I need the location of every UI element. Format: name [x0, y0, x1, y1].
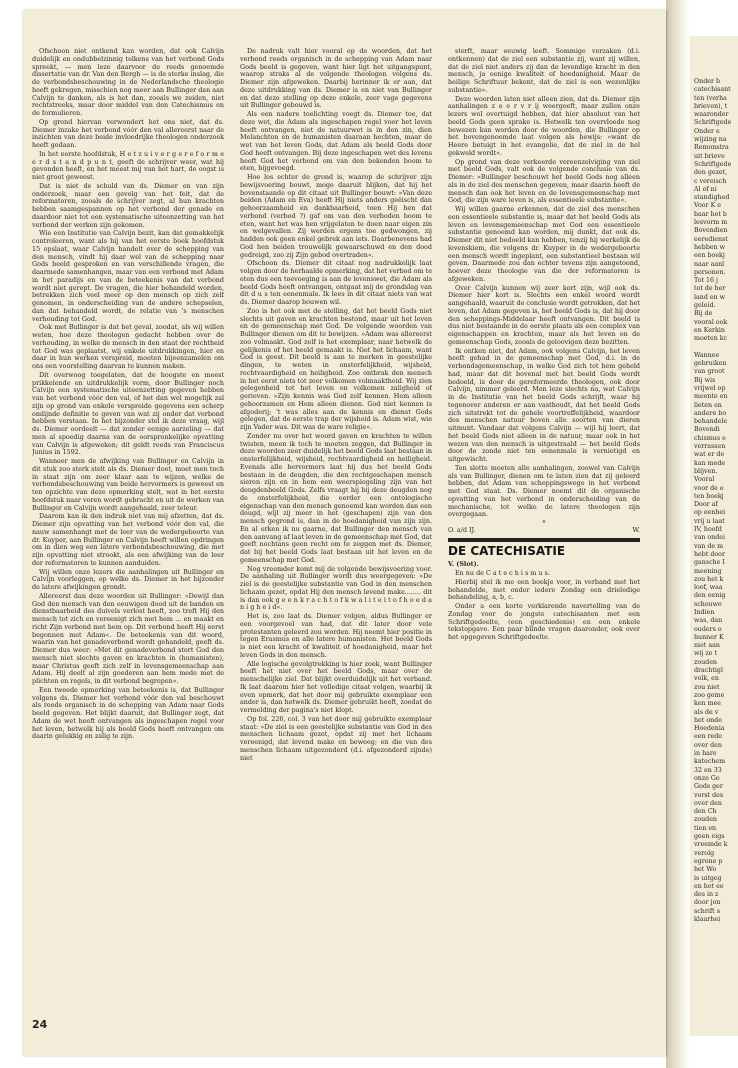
paragraph: Dat is niet de schuld van ds. Diemer en van zijn onderzoek, maar een gevolg van het feit, dat de reformatoren, zooals de schrijver zegt, al hun krachten hebben saamgespannen op het verbond der genade en daardoor niet tot een systematische uiteenzetting van het verbond der werken zijn gekomen.: [32, 181, 224, 229]
cropped-line: geleid.: [694, 302, 716, 310]
paragraph: Zoo is het ook met de stelling, dat het beeld Gods niet slechts uit gaven en krachten bestond, maar uit het leven en de gemeenschap met God. De volgende woorden van Bullinger dienen om dit te bewijzen. »Adam was allereerst zoo volmaakt. God zelf is het exemplaar, naar hetwelk de gelijkenis of het beeld gemaakt is. Niet het lichaam, want God is geest. Dit beeld is aan te merken in geestelijke dingen, te weten in onsterfelijkheid, wijsheid, rechtvaardigheid en heiligheid. Zoo ontbrak den mensch in het eerst niets tot zeer volkomen volmaaktheid. Wij zien gelegenheid tot het leven en volkomen zaligheid of gerieven. »Zijn kennis was God zelf kennen. Hem alleen gehoorzamen en Hem alleen dienen. God niet kennen is afgoderij; 't was alles aan de kennis en dienst Gods gelegen, dat de eerste trap der wijsheid is. Adam wist, wie zijn Vader was. Dit was de ware religie«.: [240, 306, 432, 431]
column-2: [240, 48, 432, 1048]
cropped-line: niet aan: [694, 642, 720, 650]
signature-place: O. a/d IJ.: [448, 526, 476, 534]
cropped-line: loof, waa: [694, 584, 723, 592]
cropped-line: als de v: [694, 708, 719, 716]
paragraph: Op fol. 226, col. 3 van het door mij gebruikte exemplaar staat: »De ziel is een geestelijke substantie van God in des menschen lichaam gezet, opdat zij met het lichaam vereenigd, dat levend make en beweeg; en die van des menschen lichaam uitgezonderd (d.i. afgezonderd zijnde) niet: [240, 714, 432, 762]
cropped-line: egrone p: [694, 857, 723, 865]
cropped-line: andere bo: [694, 409, 727, 417]
cropped-line: Onder b: [694, 78, 721, 85]
cropped-line: onze Go: [694, 774, 720, 782]
paragraph: Het is, zoo laat ds. Diemer volgen, aldus Bullinger er een voorgevoel van had, dat dit later door vele protestanten geleerd zou worden. Hij neemt hier positie in tegen Erasmus en alle latere humanisten. Het beeld Gods is niet een kracht of kwaliteit of hoedanigheid, maar het leven Gods in den mensch.: [240, 612, 432, 659]
paragraph: Over Calvijn kunnen wij zeer kort zijn, wijl ook ds. Diemer hier kort is. Slechts een enkel woord wordt aangehaald, waaruit de conclusie wordt getrokken, dat het leven, dat Adam gegeven is, het beeld Gods is, dat hij door den scheppings-Middelaar heeft ontvangen. Dit beeld is dus niet bestaande in de eerste plaats als een complex van eigenschappen en krachten, maar als het leven en de gemeenschap Gods, zooals de geloovigen deze bezitten.: [448, 283, 640, 346]
signature-author: W.: [632, 526, 640, 534]
cropped-line: vrijwel op: [694, 384, 726, 392]
cropped-line: moeten kc: [694, 335, 728, 343]
cropped-line: wat er de: [694, 451, 725, 459]
cropped-line: hebt door: [694, 550, 725, 558]
cropped-line: een boekj: [694, 252, 725, 260]
paragraph: Alle logische gevolgtrekking is hier zoek, want Bullinger heeft het niet over het beeld Gods, maar over de menschelijke ziel. Dat blijkt overduidelijk uit het verband. Ik laat daarom hier het volledige citaat volgen, waarbij ik even opmerk, dat het door mij gebruikte exemplaar een ander is, dan hetwelk ds. Diemer gebruikt heeft, zoodat de vermelding der pagina's niet klopt.: [240, 659, 432, 714]
paragraph: Hoe los echter de grond is, waarop de schrijver zijn bewijsvoering bouwt, moge daaruit blijken, dat hij het bovenstaande op dit citaat uit Bullinger bouwt: »Van deze beiden (Adam en Eva) heeft Hij niets anders geëischt dan gehoorzaamheid en dankbaarheid, toen Hij hen dat verbond (verbod ?) gaf om van den verboden boom te eten, want het was hen vrijgelaten te doen naar eigen zin en welgevallen. Zij werden ergens toe gedwongen, zij hadden ook geen enkel gebrek aan iets. Daarbenevens had God hen beiden trouwelijk gewaarschuwd en den dood gedreigd, zoo zij Zijn gebod overtraden«.: [240, 173, 432, 259]
cropped-line: ten boekj: [694, 492, 724, 500]
cropped-line: vreemde k: [694, 841, 728, 849]
cropped-line: verolg: [694, 849, 715, 857]
cropped-line: het Wo: [694, 866, 717, 874]
paragraph: Ik ontken niet, dat Adam, ook volgens Calvijn, het leven heeft gehad in de gemeenschap met God, d.i. in de verbondsgemeenschap, in welke God zich tot hem geheld had, maar dat dit bovenal met het beeld Gods wordt bedoeld, is door de gereformeerde theologen, ook door Calvijn, nimmer geleerd. Men leze slechts na, wat Calvijn in de Institutie van het beeld Gods schrijft, waar hij tegenover anderen er aan vasthoudt, dat het beeld Gods zich uitstrekt tot de gehele voortreffelijkheid, waardoor des menschen natuur boven alle soorten van dieren uitmunt. Vandaar dat volgens Calvijn — wijl hij leert, dat het beeld Gods niet alleen in de natuur, maar ook in het wezen van den mensch is uitgestraald — het beeld Gods door de zonde niet ten eenenmale is vernietigd en uitgewischt.: [448, 346, 640, 463]
cropped-line: uit brieve: [694, 152, 725, 160]
cropped-line: en Kerkin: [694, 326, 725, 334]
cropped-line: gebruiken: [694, 360, 727, 368]
paragraph: Als een nadere toelichting voegt ds. Diemer toe, dat deze wet, die Adam als ingeschapen regel voor het leven heeft ontvangen, niet de natuurwet is in den zin, dien Melanchton en de humanisten daaraan hechten, maar de wet van het leven Gods, dat Adam als beeld Gods door God heeft ontvangen. Bij deze ingeschapen wet des levens heeft God het verbond om van den bekenden boom te eten, bijgevoegd.: [240, 110, 432, 173]
cropped-line: blijven.: [694, 467, 718, 475]
paragraph: Wij willen gaarne erkennen, dat de ziel des menschen een essentieele substantie is, maar dat het beeld Gods als leven en levensgemeenschap met God een essentieele substantie genoemd kan worden, mij dunkt, dat ook ds. Diemer dit niet bedoeld kan hebben, tenzij hij werkelijk de levenskiem, die volgens dr. Kuyper in de wedergeboorte een mensch wordt ingeplant, een substantieel bestaan wil geven. Daarmede zou dan echter tevens zijn aangetoond, hoever deze theologie van die der reformatoren is afgeweken.: [448, 205, 640, 283]
cropped-line: kan mede: [694, 459, 726, 467]
cropped-line: Tot 16 j: [694, 277, 719, 285]
page-number: 24: [32, 1018, 48, 1031]
cropped-line: klaarhei: [694, 915, 721, 923]
cropped-line: van de m: [694, 542, 724, 550]
cropped-line: land en w: [694, 293, 726, 301]
cropped-line: behandele: [694, 418, 728, 426]
cropped-line: personen.: [694, 268, 726, 276]
paragraph: Daarom kan ik den indruk niet van mij afzetten, dat ds. Diemer zijn opvatting van het verbond vóór den val, die nauw samenhangt met de leer van de wedergeboorte van dr. Kuyper, aan Bullinger en Calvijn heeft willen opdringen om in dien weg een latere verbondsbeschouwing, die met zijn opvatting niet strookt, als een afwijking van de leer der reformatoren te kunnen aanduiden.: [32, 512, 224, 567]
column-4-cropped: [694, 78, 738, 924]
cropped-line: Remonstra: [694, 144, 729, 152]
cropped-line: den gezet,: [694, 169, 728, 177]
cropped-line: over den: [694, 799, 722, 807]
paragraph: En nu de C a t e c h i s m u s.: [455, 570, 550, 577]
catechisatie-body: [448, 570, 640, 1010]
section-heading: DE CATECHISATIE: [448, 544, 566, 558]
paragraph: Wij willen onze lezers die aanhalingen uit Bullinger en Calvijn voorleggen, op welke ds. Diemer in het bijzonder de latere afwijkingen grondt.: [32, 567, 224, 591]
cropped-line: c vereisch: [694, 177, 727, 185]
cropped-line: catechisant: [694, 86, 731, 94]
paragraph: Ofschoon ds. Diemer dit citaat nog nadrukkelijk laat volgen door de herhaalde opmerking, dat het verbod om te eten dus een toevoeging is aan de levenswet, die Adam als beeld Gods heeft ontvangen, ontgaat mij de grondslag van dit d u s ten eenenmale. Ik lees in dit citaat niets van wat ds. Diemer daarop bouwen wil.: [240, 259, 432, 306]
paragraph: Ofschoon niet ontkend kan worden, dat ook Calvijn duidelijk en ondubbelzinnig telkens van het verbond Gods spreekt, — men leze daarvoor de reeds genoemde dissertatie van dr. Van den Bergh — is de sterke inslag, die de verbondsbeschouwing in de Nederlandsche theologie heeft gekregen, misschien nog meer aan Bullinger dan aan Calvijn te danken, als is het dan, zooals we zeiden, niet rechtstreeks, maar door middel van den Catechismus en de formulieren.: [32, 48, 224, 117]
cropped-line: Gods ger: [694, 783, 723, 791]
paragraph: Een tweede opmerking van beteekenis is, dat Bullinger volgens ds. Diemer het verbond vóór den val beschouwt als reeds organisch in de schepping van Adam naar Gods beeld gegeven. Het blijkt daaruit, dat Bullinger zegt, dat Adam de wet heeft ontvangen als ingeschapen regel voor het leven, hetwelk hij als beeld Gods heeft ontvangen om daarin gelukkig en zalig te zijn.: [32, 685, 224, 741]
cropped-line: Vooral: [694, 476, 715, 484]
paragraph: Allereerst dan deze woorden uit Bullinger: »Dewijl dan God den mensch van den eeuwigen dood uit de banden en dienstbaarheid des duivels verlost heeft, zoo treft Hij den mensch tot zich en vereenigt zich met hem ... en maakt en richt Zijn verbond met hem op. Dit verbond heeft Hij eerst begonnen met Adam«. De beteekenis van dit woord, waarin van het genadeverbond wordt gehandeld, geeft ds. Diemer dus weer: »Met dit genadeverbond stort God den mensch niet slechts gaven en krachten in (humanisten), maar Christus geeft zich zelf in levensgemeenschap aan Adam. Hij deelt al zijn goederen aan hem mede met de plichten en regels, in dit verbond begrepen«.: [32, 591, 224, 685]
signature-line: [448, 526, 640, 534]
cropped-line: Bovendien: [694, 227, 728, 235]
cropped-line: tot de her: [694, 285, 726, 293]
cropped-line: volk, en: [694, 675, 719, 683]
cropped-line: waaronder: [694, 111, 729, 119]
book-gutter: [666, 0, 690, 1068]
cropped-line: schrift s: [694, 907, 720, 915]
magazine-page: [22, 10, 666, 1056]
paragraph: Zonder nu over het woord gaven en krachten te willen twisten, meen ik toch te moeten zeggen, dat Bullinger in deze woorden zeer duidelijk het beeld Gods laat bestaan in onsterfelijkheid, wijsheid, rechtvaardigheid en heiligheid. Evenals alle hervormers laat hij dus het beeld Gods bestaan in de deugden, die den rechtgeschapen mensch sieren zijn en in hem een weerspiegeling zijn van het deugdenbeeld Gods. Zelfs vraagt hij bij deze deugden nog de onsterfelijkheid, die eerder een ontologische eigenschap van den mensch genoemd kan worden dan een deugd, wijl zij meer in het (geschapen) zijn van den mensch gegrond is, dan in de hoedanigheid van zijn zijn. En al erken ik nu gaarne, dat Bullinger den mensch van den aanvang af laat leven in de gemeenschap met God, dat geeft nochtans geen recht om te zeggen met ds. Diemer, dat bij het beeld Gods laat bestaan uit het leven en de gemeenschap met God.: [240, 431, 432, 564]
cropped-line: Onder e: [694, 127, 720, 135]
cropped-line: ouders o: [694, 625, 722, 633]
cropped-line: naar aanl: [694, 260, 725, 268]
cropped-line: zou het k: [694, 575, 724, 583]
cropped-line: den eenig: [694, 592, 726, 600]
paragraph: *: [542, 519, 546, 524]
cropped-line: zou niet: [694, 683, 720, 691]
cropped-line: baar het b: [694, 210, 727, 218]
cropped-line: en het ee: [694, 882, 724, 890]
column-1: [32, 48, 224, 1008]
cropped-line: Schriftgede: [694, 160, 732, 168]
paragraph: Nog vreemder komt mij de volgende bewijsvoering voor. De aanhaling uit Bullinger wordt dus weergegeven: »De ziel is de geestelijke substantie van God in den menschen lichaam gezet, opdat Hij den mensch levend make........ dit is dan ook g e e n k r a c h t o f k w a l i t e i t o f h o e d a n i g h e i d«.: [240, 564, 432, 612]
cropped-line: eeredienst: [694, 235, 728, 243]
cropped-line: in hare: [694, 750, 717, 758]
cropped-line: brieven), t: [694, 102, 728, 110]
cropped-line: ken mee: [694, 700, 722, 708]
cropped-line: schouwe: [694, 600, 722, 608]
cropped-line: door jon: [694, 899, 721, 907]
paragraph: Wie een Institutie van Calvijn bezit, kan dat gemakkelijk controleeren, want als hij van het eerste boek hoofdstuk 15 opslaat, waar Calvijn handelt over de schepping van den mensch, vindt hij daar wel van de schepping naar Gods beeld gesproken en van verschillende vragen, die daarmede samenhangen, maar van een verbond met Adam in het paradijs en van de beteekenis van dat verbond wordt niet gerept. De vragen, die hier behandeld worden, betrekken zich veel meer op den mensch op zich zelf genomen, in onderscheiding van de andere schepselen, dan dat behandeld wordt, de relatie van 's menschen verhouding tot God.: [32, 229, 224, 323]
paragraph: sterft, maar eeuwig leeft. Sommige verzaken (d.i. ontkennen) dat de ziel een substantie zij, want zij willen, dat de ziel niet anders zij dan de levendige kracht in den mensch, ja eenige kwaliteit of hoedanigheid. Maar de heilige Schriftuur bekent, dat de ziel is een wezenlijke substantie«.: [448, 48, 640, 94]
cropped-line: het onde: [694, 716, 722, 724]
paragraph: Hierbij stel ik me een boekje voor, in verband met het behandelde, met onder iedere Zondag een drieledige behandeling, a, b, c.: [448, 577, 640, 602]
cropped-line: geen eigs: [694, 833, 725, 841]
cropped-line: 32 en 33: [694, 766, 722, 774]
paragraph: Dit overwoog toegelaten, dat de hoogste en meest prikkelende en uitdrukkelijk vorm, door Bullinger noch Calvijn een systematische uiteenzetting gegeven hebben van het verbond vóór den val, of het dan wel mogelijk zal zijn op grond van enkele verspreide gegevens een scherp omlijnde definitie te geven van wat zij onder dat verbond hebben verstaan. In het bijzonder stel ik deze vraag, wijl ds. Diemer oordeelt — dat zonder eenige aarzeling — dat men al spoedig daarna van de oorspronkelijke opvatting van Calvijn is afgeweken; dit geldt reeds van Franciscus Junius in 1592.: [32, 370, 224, 457]
cropped-line: op eenhei: [694, 509, 726, 517]
cropped-line: vrij u laat: [694, 517, 725, 525]
cropped-line: verrassen: [694, 443, 726, 451]
cropped-line: den Ch: [694, 808, 717, 816]
cropped-line: Indien: [694, 609, 715, 616]
cropped-line: Bij wis: [694, 376, 716, 384]
paragraph: Op grond hiervan verwondert het ons niet, dat ds. Diemer inzake het verbond vóór den val allereerst naar de inzichten van deze beide invloedrijke theologen onderzoek heeft gedaan.: [32, 117, 224, 149]
cropped-line: Bovendi: [694, 426, 720, 434]
cropped-line: Al of ni: [694, 185, 717, 193]
next-page-edge: [690, 36, 738, 1036]
cropped-line: drachtigl: [694, 667, 723, 675]
cropped-line: vorst des: [694, 791, 724, 799]
paragraph: Op grond van deze verkeerde vereenzelviging van ziel met beeld Gods, valt ook de volgende conclusie van ds. Diemer: »Bullinger beschouwt het beeld Gods nog alleen als in de ziel des menschen gegeven, maar daarin heeft de mensch dan ook het leven en de levensgemeenschap met God, die zijn ware leven is, als essentieele substantie«.: [448, 157, 640, 205]
cropped-line: van ondei: [694, 534, 725, 542]
cropped-line: chismus e: [694, 434, 726, 442]
paragraph: Wanneer men de afwijking van Bullinger en Calvijn in dit stuk zoo sterk stelt als ds. Diemer doet, moet men toch in staat zijn om zeer klaar aan te wijzen, welke de verbondsbeschouwing van beide hervormers is geweest en ten opzichte van deze opmerking stelt, wat in het eerste hoofdstuk naar voren wordt gebracht en uit de werken van Bullinger en Calvijn wordt aangehaald, zeer teleur.: [32, 457, 224, 512]
cropped-line: Schriftgede: [694, 119, 732, 127]
cropped-line: tien en: [694, 824, 717, 832]
section-rule: [448, 538, 640, 542]
cropped-line: wij ze t: [694, 650, 717, 658]
cropped-line: zouden: [694, 658, 717, 666]
cropped-line: lieten en: [694, 401, 722, 409]
cropped-line: van groot: [694, 368, 725, 376]
cropped-line: zoo geme: [694, 691, 725, 699]
cropped-line: Wannee: [694, 351, 720, 359]
cropped-line: een rede: [694, 733, 723, 741]
paragraph: De nadruk valt hier vooral op de woorden, dat het verbond reeds organisch in de schepping van Adam naar Gods beeld is gegeven, want hier ligt het uitgangspunt, waarop straks al de volgende theologen volgens ds. Diemer zijn afgeweken. Daarbij herinner ik er aan, dat deze uitdrukking van ds. Diemer is en niet van Bullinger en dat deze stelling op deze enkele, zeer vage gegevens uit Bullinger gebouwd is.: [240, 48, 432, 110]
cropped-line: katechem: [694, 758, 726, 766]
paragraph: Deze woorden laten niet alleen zien, dat ds. Diemer zijn aanhalingen z e e r v r ij weergeeft, maar zullen onze lezers wel overtuigd hebben, dat hier absoluut van het beeld Gods geen sprake is. Hetwelk ten overvloede nog bewezen kan worden door de woorden, die Bullinger op het bovengenoemde laat volgen als bewijs: »want de Heere betuigt in het evangelie, dat de ziel in de hel gekweld wordt«.: [448, 94, 640, 157]
column-3: [448, 48, 640, 524]
cropped-line: Bij de: [694, 310, 713, 318]
cropped-line: Door af: [694, 501, 718, 509]
cropped-line: gansche I: [694, 559, 725, 567]
cropped-line: Hoedenia: [694, 725, 725, 733]
cropped-line: voor de e: [694, 484, 724, 492]
cropped-line: hebben w: [694, 243, 726, 251]
cropped-line: was, dan: [694, 617, 723, 625]
paragraph: Ook met Bullinger is dat het geval, zoodat, als wij willen weten, hoe deze theologen gedacht hebben over de verhouding, in welke de mensch in den staat der rechtheid tot God was geplaatst, wij enkele uitdrukkingen, hier en daar in hun werken verspreid, moeten bijeenzamelen om ons een voorstelling daarvan te kunnen maken.: [32, 323, 224, 370]
cropped-line: lesvorm m: [694, 219, 728, 227]
cropped-line: vooral ook: [694, 318, 728, 326]
cropped-line: ten (verha: [694, 94, 727, 102]
cropped-line: meente en: [694, 393, 728, 401]
cropped-line: is uitgeg: [694, 874, 722, 882]
cropped-line: des in z: [694, 891, 719, 899]
cropped-line: Voor K e: [694, 202, 721, 210]
cropped-line: standighed: [694, 194, 730, 202]
cropped-line: IV, hoofd: [694, 526, 722, 534]
cropped-line: hunner K: [694, 633, 724, 641]
cropped-line: wijzing na: [694, 136, 727, 144]
paragraph: Ten slotte moeten alle aanhalingen, zoowel van Calvijn als van Bullinger, dienen om te laten zien dat zij geleerd hebben, dat Adam van scheppingswege in het verbond met God staat. Ds. Diemer noemt dit de organische opvatting van het verbond in onderscheiding van de mechanische, tot welke de latere theologen zijn overgegaan.: [448, 463, 640, 519]
section-subheading: V. (Slot).: [448, 560, 479, 568]
cropped-line: zouden: [694, 816, 717, 824]
cropped-line: over den: [694, 741, 722, 749]
paragraph: In het eerste hoofdstuk, H e t z u i v e r g e r e f o r m e e r d s t a n d p u n t, geeft de schrijver weer, wat hij gevonden heeft, en het meest mij van het hart, de oogst is niet groot geweest.: [32, 149, 224, 181]
cropped-line: [694, 344, 738, 352]
paragraph: Onder a een korte verklarende navertelling van de Zondag voor de jongste catechisanten met een Schriftgedeelte, (een geschiedenis) en een enkele tekstopgave. Een paar blinde vragen daaronder, ook over het opgegeven Schriftgedeelte.: [448, 602, 640, 641]
cropped-line: meening: [694, 567, 722, 575]
